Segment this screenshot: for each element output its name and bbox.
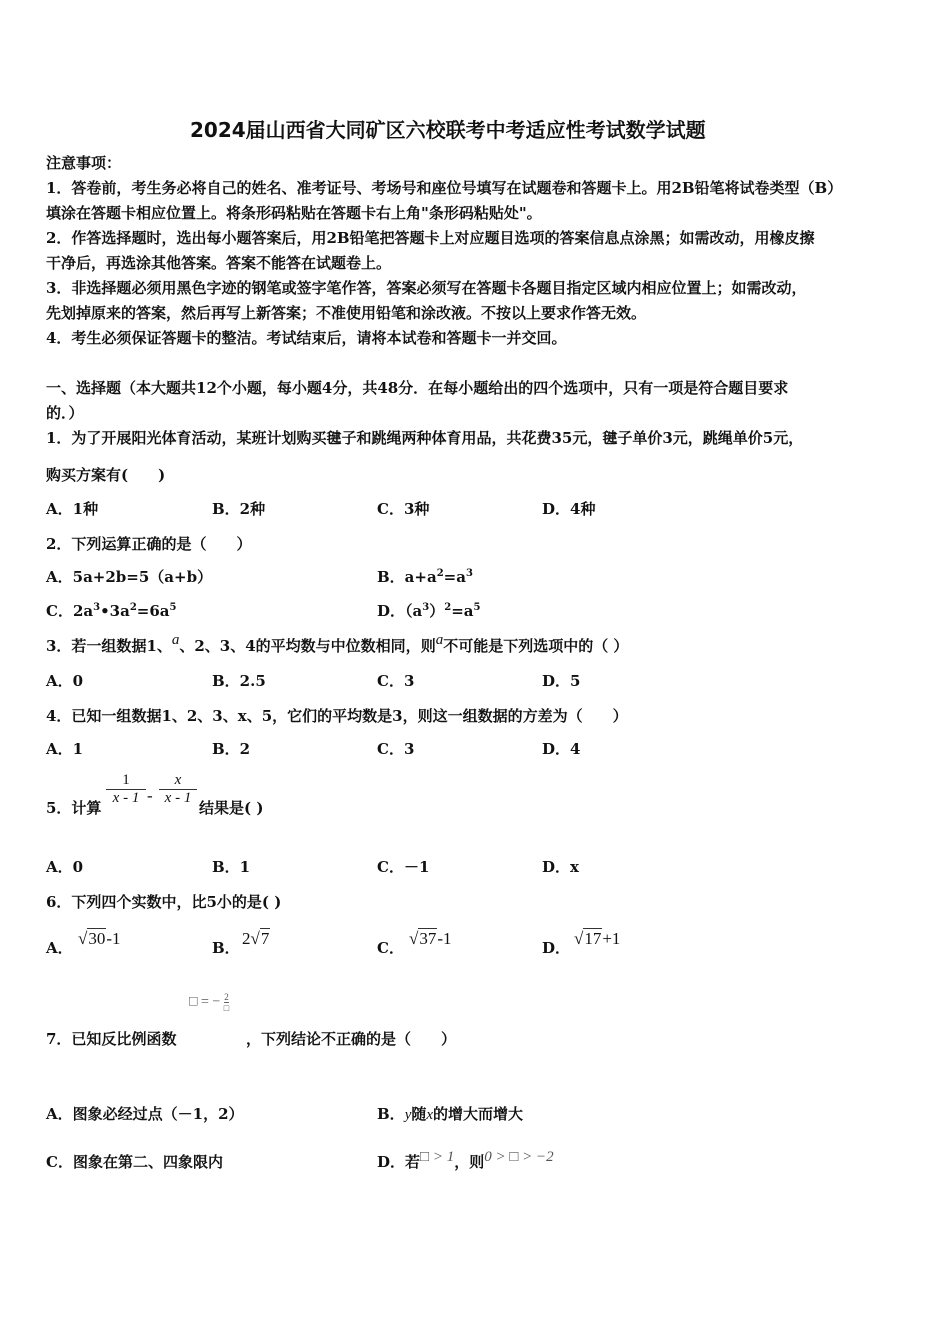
q7-d-condition: □ > 1: [420, 1149, 455, 1165]
q7-b-text: 随: [411, 1105, 427, 1123]
q2-d-text: =a: [451, 602, 474, 620]
q4-option-d: D．4: [542, 740, 581, 758]
notice-heading: 注意事项：: [46, 154, 122, 172]
q7-stem-pre: 7．已知反比例函数: [46, 1030, 177, 1048]
page-title: 2024届山西省大同矿区六校联考中考适应性考试数学试题: [190, 118, 706, 142]
q2-d-exp: 5: [473, 602, 481, 613]
q3-text: 3．若一组数据1、: [46, 637, 172, 655]
notice-line: 1．答卷前，考生务必将自己的姓名、准考证号、考场号和座位号填写在试题卷和答题卡上。用2B铅笔将试卷类型（B）: [46, 179, 843, 197]
q2-b-exp: 3: [465, 568, 473, 579]
q3-text: 、2、3、4的平均数与中位数相同，则: [179, 637, 436, 655]
notice-line: 4．考生必须保证答题卡的整洁。考试结束后，请将本试卷和答题卡一并交回。: [46, 329, 567, 347]
q6-c-post: -1: [437, 929, 452, 948]
notice-line: 先划掉原来的答案，然后再写上新答案；不准使用铅笔和涂改液。不按以上要求作答无效。: [46, 304, 647, 322]
q5-minus: -: [147, 786, 153, 805]
q7-formula-den: □: [223, 1003, 230, 1013]
q2-option-a: A．5a+2b=5（a+b）: [46, 568, 213, 586]
q6-d-radicand: 17: [584, 929, 602, 948]
notice-line: 3．非选择题必须用黑色字迹的钢笔或签字笔作答，答案必须写在答题卡各题目指定区域内相应位置上；如需改动，: [46, 279, 807, 297]
q5-stem-post: 结果是( ): [199, 799, 264, 817]
q2-b-exp: 2: [436, 568, 444, 579]
q1-option-b: B．2种: [212, 500, 266, 518]
q5-stem-pre: 5．计算: [46, 799, 102, 817]
q3-text: 不可能是下列选项中的（ ）: [443, 637, 629, 655]
q7-option-a: A．图象必经过点（－1，2）: [46, 1105, 244, 1123]
q2-d-exp: 2: [444, 602, 452, 613]
q7-formula-lhs: □ = −: [189, 994, 221, 1010]
q7-d-result: 0 > □ > −2: [484, 1149, 554, 1165]
q1-stem-cont: 购买方案有( ): [46, 466, 166, 484]
q3-stem: [46, 632, 629, 656]
q2-option-b: [377, 566, 473, 587]
q4-stem: 4．已知一组数据1、2、3、x、5，它们的平均数是3，则这一组数据的方差为（ ）: [46, 707, 628, 725]
q2-c-text: =6a: [136, 602, 170, 620]
q6-option-a-value: √30-1: [78, 929, 121, 948]
q1-stem: 1．为了开展阳光体育活动，某班计划购买毽子和跳绳两种体育用品，共花费35元，毽子单价3元，跳绳单价5元，: [46, 429, 804, 447]
q6-option-d-value: √17+1: [574, 929, 621, 948]
notice-line: 填涂在答题卡相应位置上。将条形码粘贴在答题卡右上角"条形码粘贴处"。: [46, 204, 542, 222]
q5-option-d: D．x: [542, 858, 579, 876]
q3-var: a: [171, 632, 180, 648]
q6-option-a-label: A．: [46, 939, 73, 957]
q2-option-c: [46, 600, 177, 621]
q3-option-c: C．3: [377, 672, 415, 690]
q5-option-a: A．0: [46, 858, 84, 876]
q6-stem: 6．下列四个实数中，比5小的是( ): [46, 893, 282, 911]
q2-b-text: =a: [443, 568, 466, 586]
section-heading-cont: 的．）: [46, 404, 84, 422]
section-heading: 一、选择题（本大题共12个小题，每小题4分，共48分．在每小题给出的四个选项中，只有一项是符合题目要求: [46, 379, 789, 397]
q5-fraction-2: [159, 772, 197, 807]
q2-d-text: ）: [429, 602, 445, 620]
q7-option-b: [377, 1103, 523, 1124]
q7-d-text: ，则: [454, 1153, 485, 1171]
q7-formula-num: 2: [224, 992, 229, 1002]
q5-option-b: B．1: [212, 858, 251, 876]
q1-option-a: A．1种: [46, 500, 99, 518]
q6-c-radicand: 37: [419, 929, 437, 948]
q3-var: a: [435, 632, 444, 648]
q2-d-text: D．（a: [377, 602, 423, 620]
q5-f2-numerator: x: [174, 772, 182, 788]
q7-b-text: 的增大而增大: [433, 1105, 524, 1123]
q4-option-c: C．3: [377, 740, 415, 758]
q4-option-a: A．1: [46, 740, 84, 758]
q5-fraction-1: [106, 772, 146, 807]
q7-option-d: [377, 1151, 554, 1172]
q1-option-d: D．4种: [542, 500, 596, 518]
q2-stem: 2．下列运算正确的是（ ）: [46, 535, 252, 553]
q3-option-d: D．5: [542, 672, 581, 690]
q7-option-c: C．图象在第二、四象限内: [46, 1153, 223, 1171]
q3-option-a: A．0: [46, 672, 84, 690]
q6-a-post: -1: [106, 929, 121, 948]
q7-b-var: x: [426, 1107, 434, 1123]
q6-b-coef: 2: [242, 929, 251, 948]
q2-d-exp: 3: [422, 602, 430, 613]
q6-option-b-value: 2√7: [242, 929, 270, 948]
q2-c-exp: 2: [129, 602, 137, 613]
q3-option-b: B．2.5: [212, 672, 266, 690]
q2-option-d: [377, 600, 480, 621]
q2-c-exp: 3: [93, 602, 101, 613]
q7-b-text: B．: [377, 1105, 405, 1123]
q2-c-exp: 5: [169, 602, 177, 613]
q7-formula: [189, 992, 229, 1013]
q2-b-text: B．a+a: [377, 568, 437, 586]
notice-line: 2．作答选择题时，选出每小题答案后，用2B铅笔把答题卡上对应题目选项的答案信息点涂黑；如需改动，用橡皮擦: [46, 229, 815, 247]
q6-option-b-label: B．: [212, 939, 240, 957]
q1-option-c: C．3种: [377, 500, 430, 518]
q7-b-var: y: [404, 1107, 412, 1123]
q4-option-b: B．2: [212, 740, 251, 758]
q5-f1-numerator: 1: [122, 772, 130, 788]
q6-option-c-value: √37-1: [409, 929, 452, 948]
q2-c-text: C．2a: [46, 602, 94, 620]
q7-d-text: D．若: [377, 1153, 421, 1171]
notice-line: 干净后，再选涂其他答案。答案不能答在试题卷上。: [46, 254, 392, 272]
q6-option-c-label: C．: [377, 939, 404, 957]
q6-option-d-label: D．: [542, 939, 571, 957]
q7-stem-post: ，下列结论不正确的是（ ）: [246, 1030, 457, 1048]
q5-option-c: C．－1: [377, 858, 430, 876]
q2-c-text: •3a: [100, 602, 130, 620]
q5-f2-denominator: x - 1: [159, 789, 197, 807]
q5-f1-denominator: x - 1: [106, 789, 146, 807]
q6-b-radicand: 7: [260, 929, 270, 948]
q6-d-post: +1: [602, 929, 621, 948]
q6-a-radicand: 30: [88, 929, 106, 948]
